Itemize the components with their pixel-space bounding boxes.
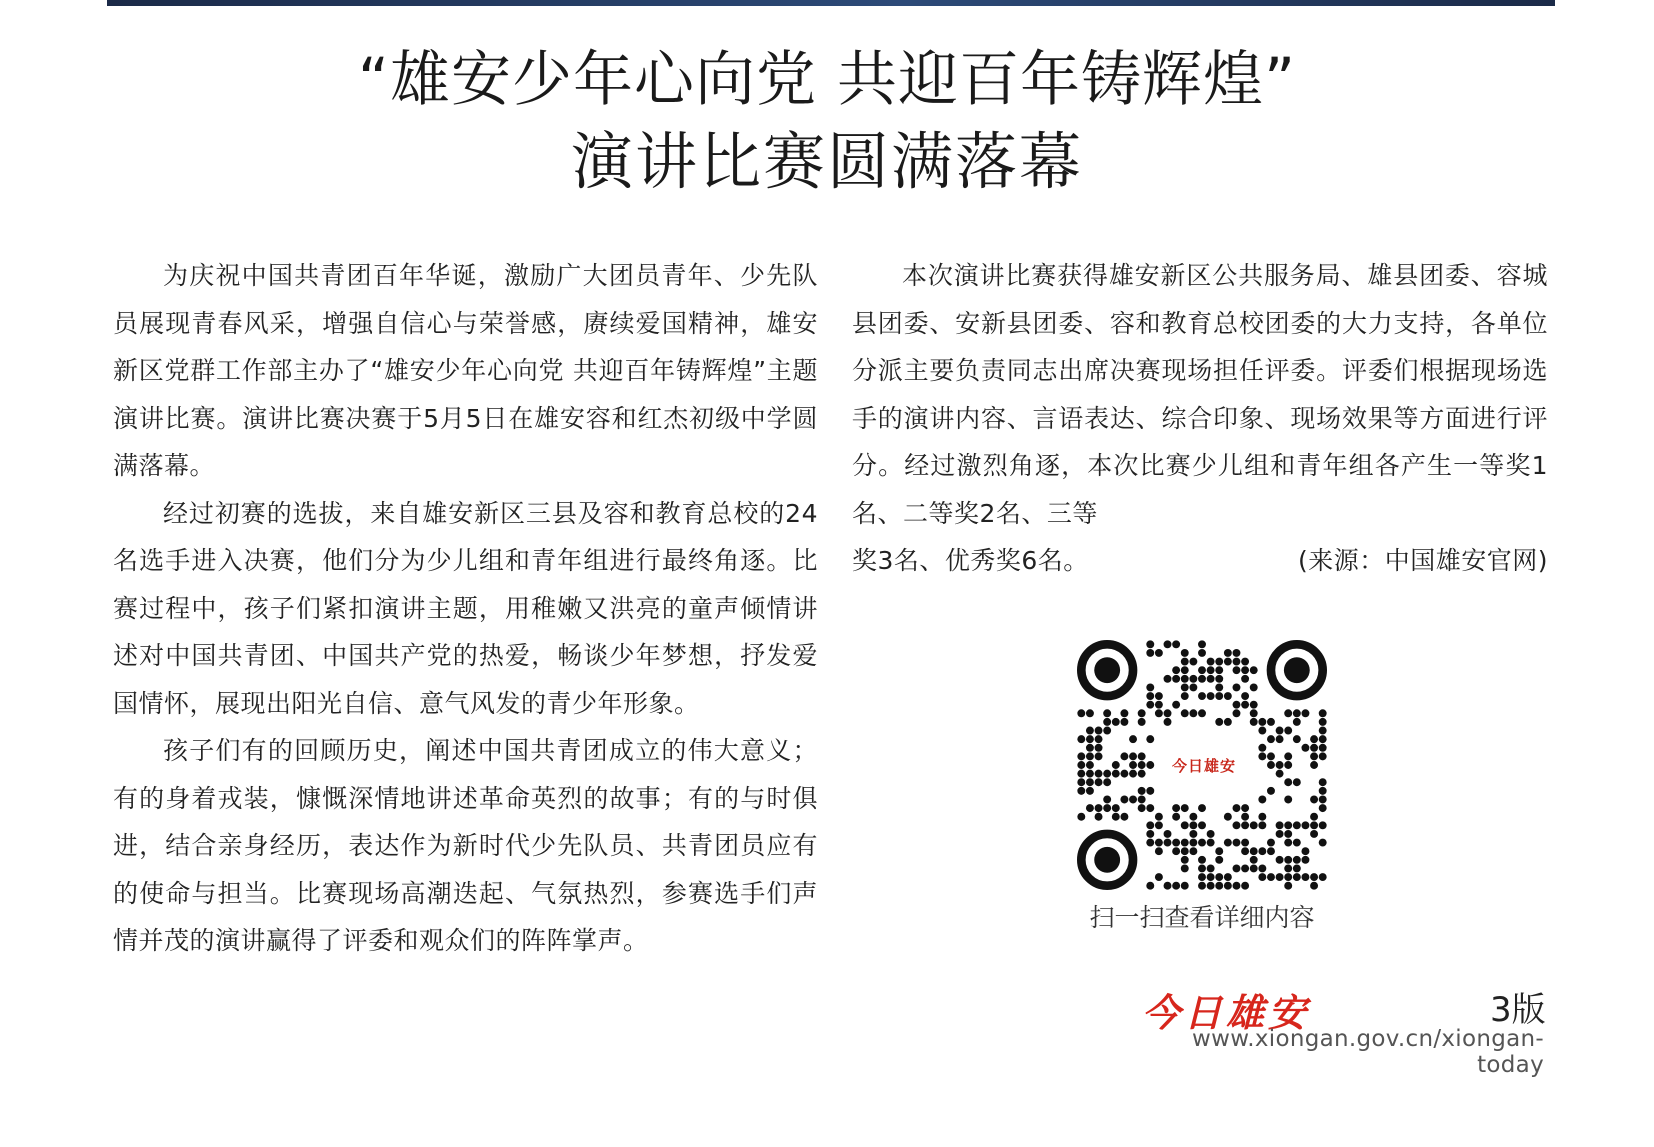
- paragraph-tail: 奖3名、优秀奖6名。: [852, 546, 1089, 575]
- body-paragraph: 为庆祝中国共青团百年华诞，激励广大团员青年、少先队员展现青春风采，增强自信心与荣誉感，赓续爱国精神，雄安新区党群工作部主办了“雄安少年心向党 共迎百年铸辉煌”主题演讲比赛。演讲比赛决赛于5月5日在雄安容和红杰初级中学圆满落幕。: [113, 261, 818, 480]
- brand-logo: 今日雄安: [1142, 990, 1311, 1035]
- body-paragraph: 经过初赛的选拔，来自雄安新区三县及容和教育总校的24名选手进入决赛，他们分为少儿组和青年组进行最终角逐。比赛过程中，孩子们紧扣演讲主题，用稚嫩又洪亮的童声倾情讲述对中国共青团、中国共产党的热爱，畅谈少年梦想，抒发爱国情怀，展现出阳光自信、意气风发的青少年形象。: [113, 498, 818, 718]
- site-url[interactable]: www.xiongan.gov.cn/xiongan-today: [1192, 1026, 1544, 1078]
- source-credit: (来源：中国雄安官网): [1297, 546, 1548, 575]
- page-number: 3版: [1490, 990, 1546, 1030]
- right-column: [852, 252, 1548, 585]
- paragraph-end-line: [852, 537, 1548, 585]
- body-paragraph: 孩子们有的回顾历史，阐述中国共青团成立的伟大意义；有的身着戎装，慷慨深情地讲述革命英烈的故事；有的与时俱进，结合亲身经历，表达作为新时代少先队员、共青团员应有的使命与担当。比赛现场高潮迭起、气氛热烈，参赛选手们声情并茂的演讲赢得了评委和观众们的阵阵掌声。: [113, 736, 818, 955]
- article-headline: [0, 40, 1654, 204]
- headline-line-1: “雄安少年心向党 共迎百年铸辉煌”: [357, 45, 1297, 115]
- headline-line-2: 演讲比赛圆满落幕: [570, 125, 1083, 198]
- qr-code[interactable]: [1077, 640, 1327, 890]
- qr-center-logo: 今日雄安: [1162, 735, 1246, 795]
- top-rule: [107, 0, 1555, 6]
- left-column: [113, 252, 818, 965]
- body-paragraph: 本次演讲比赛获得雄安新区公共服务局、雄县团委、容城县团委、安新县团委、容和教育总校团委的大力支持，各单位分派主要负责同志出席决赛现场担任评委。评委们根据现场选手的演讲内容、言语表达、综合印象、现场效果等方面进行评分。经过激烈角逐，本次比赛少儿组和青年组各产生一等奖1名、二等奖2名、三等: [852, 261, 1548, 528]
- qr-caption: 扫一扫查看详细内容: [1089, 903, 1315, 932]
